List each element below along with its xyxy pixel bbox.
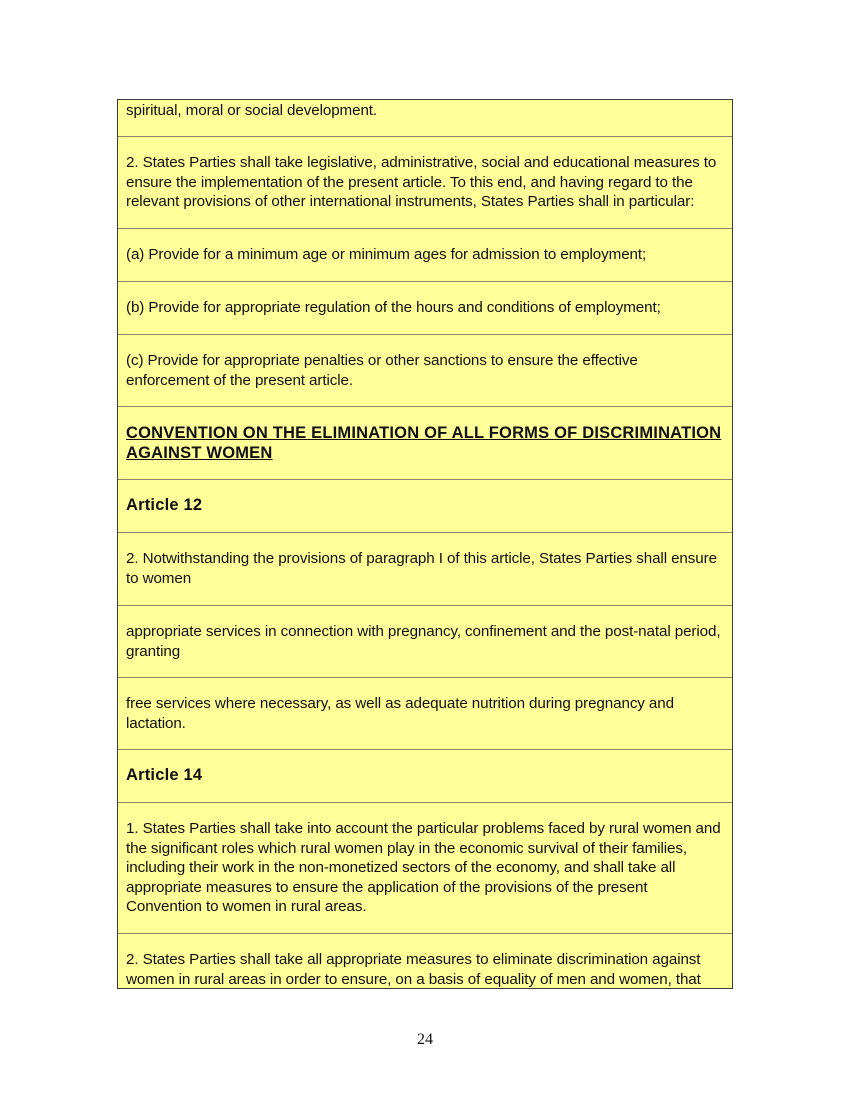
row-text: appropriate services in connection with pregnancy, confinement and the post-natal period, granting xyxy=(126,623,721,660)
table-row xyxy=(118,282,732,335)
article-heading: Article 12 xyxy=(126,496,203,514)
table-row xyxy=(118,335,732,407)
row-text: free services where necessary, as well as adequate nutrition during pregnancy and lactation. xyxy=(126,695,674,732)
article-heading-row xyxy=(118,750,732,803)
row-text: (c) Provide for appropriate penalties or other sanctions to ensure the effective enforcement of the present article. xyxy=(126,352,638,389)
table-row xyxy=(118,678,732,750)
table-row xyxy=(118,137,732,229)
row-text: 2. States Parties shall take all appropriate measures to eliminate discrimination against women in rural areas in order to ensure, on a basis of equality of men and women, that xyxy=(126,951,701,988)
row-text: 1. States Parties shall take into account the particular problems faced by rural women and the significant roles which rural women play in the economic survival of their families, including their work in the non-monetized sectors of the economy, and shall take all appropriate measures to ensure the application of the provisions of the present Convention to women in rural areas. xyxy=(126,820,721,915)
article-heading: Article 14 xyxy=(126,766,203,784)
table-row xyxy=(118,934,732,989)
page-number: 24 xyxy=(417,1031,433,1048)
row-text: spiritual, moral or social development. xyxy=(126,102,378,119)
table-row xyxy=(118,606,732,678)
table-row xyxy=(118,803,732,934)
table-row xyxy=(118,100,732,137)
document-table xyxy=(117,99,733,989)
row-text: (b) Provide for appropriate regulation of the hours and conditions of employment; xyxy=(126,299,661,316)
convention-heading-row xyxy=(118,407,732,480)
row-text: 2. States Parties shall take legislative, administrative, social and educational measures to ensure the implementation of the present article. To this end, and having regard to the relevant provisions of other international instruments, States Parties shall in particular: xyxy=(126,154,717,210)
row-text: 2. Notwithstanding the provisions of paragraph I of this article, States Parties shall ensure to women xyxy=(126,550,717,587)
article-heading-row xyxy=(118,480,732,533)
convention-heading: CONVENTION ON THE ELIMINATION OF ALL FORMS OF DISCRIMINATION AGAINST WOMEN xyxy=(126,424,722,462)
table-row xyxy=(118,533,732,606)
row-text: (a) Provide for a minimum age or minimum ages for admission to employment; xyxy=(126,246,647,263)
table-row xyxy=(118,229,732,282)
